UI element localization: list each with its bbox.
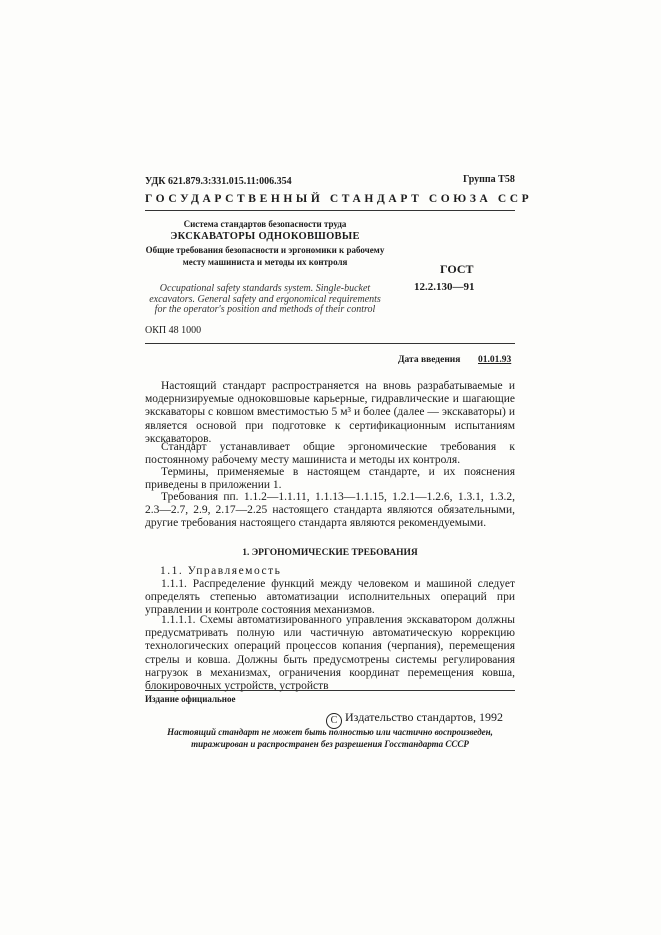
title-block	[145, 218, 385, 268]
copyright-icon: C	[326, 713, 342, 729]
paragraph-terms: Термины, применяемые в настоящем стандарте, и их пояснения приведены в приложении 1.	[145, 466, 515, 492]
intro-date-value: 01.01.93	[478, 355, 512, 365]
udk-code: УДК 621.879.3:331.015.11:006.354	[145, 176, 292, 187]
state-standard-title: ГОСУДАРСТВЕННЫЙ СТАНДАРТ СОЮЗА ССР	[145, 193, 533, 205]
gost-label: ГОСТ	[440, 262, 474, 276]
section-title: 1. ЭРГОНОМИЧЕСКИЕ ТРЕБОВАНИЯ	[242, 548, 418, 558]
edition-label: Издание официальное	[145, 694, 236, 704]
paragraph-scope: Настоящий стандарт распространяется на вновь разрабатываемые и модернизируемые одноковшовые карьерные, гидравлические и шагающие экскаваторы с ковшом вместимостью 5 м³ и более (далее — экскаваторы) и является основой при подготовке к сертификационным испытаниям экскаваторов.	[145, 380, 515, 445]
gost-number: 12.2.130—91	[414, 281, 475, 293]
copyright-text: Издательство стандартов, 1992	[345, 710, 503, 724]
paragraph-purpose: Стандарт устанавливает общие эргономические требования к постоянному рабочему месту машиниста и методы их контроля.	[145, 441, 515, 467]
standard-subtitle: Общие требования безопасности и эргономики к рабочему месту машиниста и методы их контроля	[145, 245, 385, 267]
paragraph-requirements: Требования пп. 1.1.2—1.1.11, 1.1.13—1.1.15, 1.2.1—1.2.6, 1.3.1, 1.3.2, 2.3—2.7, 2.9, 2.17—2.25 настоящего стандарта являются обязательными, другие требования настоящего стандарта являются рекомендуемыми.	[145, 491, 515, 530]
subsection-title: 1.1. Управляемость	[160, 565, 282, 577]
intro-date-label: Дата введения	[398, 355, 461, 365]
paragraph-1-1-1-1: 1.1.1.1. Схемы автоматизированного управления экскаватором должны предусматривать полную или частичную автоматическую коррекцию технологических операций процессов копания (черпания), перемещения стрелы и ковша. Должны быть предусмотрены системы регулирования нагрузок в механизмах, ограничения координат перемещения ковша, блокировочных устройств, устройств	[145, 614, 515, 693]
paragraph-1-1-1: 1.1.1. Распределение функций между человеком и машиной следует определять степенью автоматизации исполнительных операций при управлении и контроле состояния механизмов.	[145, 578, 515, 617]
group-code: Группа Т58	[463, 174, 515, 185]
divider	[145, 210, 515, 211]
divider	[145, 690, 515, 691]
standard-name: ЭКСКАВАТОРЫ ОДНОКОВШОВЫЕ	[170, 231, 360, 242]
okp-code: ОКП 48 1000	[145, 325, 202, 336]
divider	[145, 343, 515, 344]
english-title: Occupational safety standards system. Single-bucket excavators. General safety and ergonomical requirements for the operator's position and methods of their control	[149, 283, 381, 315]
reproduction-notice: Настоящий стандарт не может быть полностью или частично воспроизведен, тиражирован и распространен без разрешения Госстандарта СССР	[167, 727, 493, 749]
system-name: Система стандартов безопасности труда	[183, 219, 347, 229]
